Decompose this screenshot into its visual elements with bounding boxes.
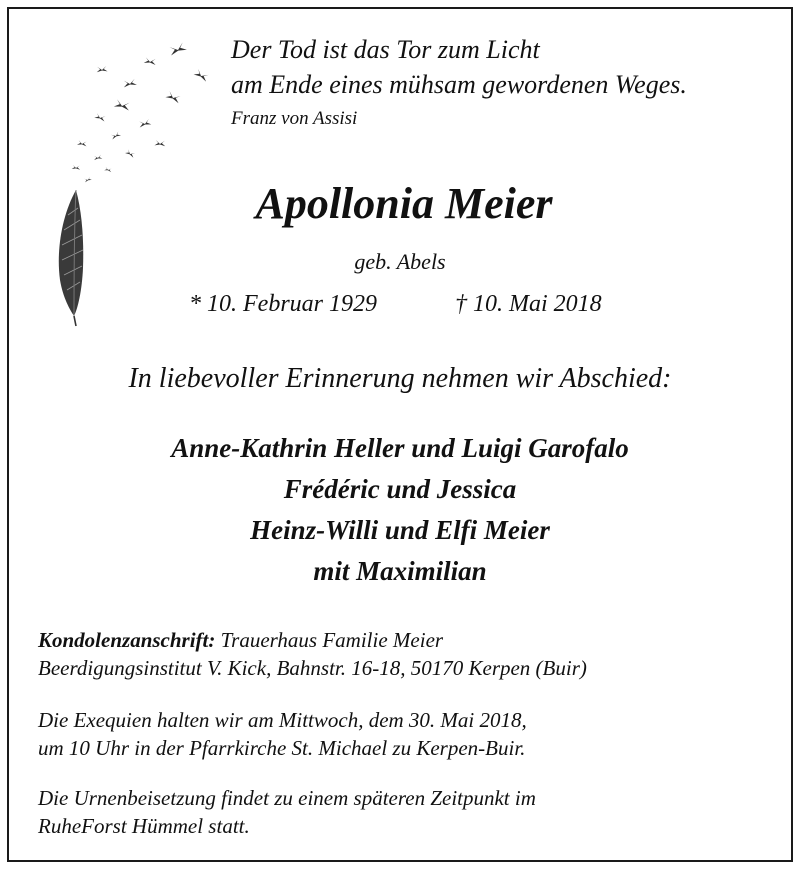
mourner: Frédéric und Jessica	[283, 474, 517, 504]
birth-name: geb. Abels	[354, 249, 446, 274]
mourner: Heinz-Willi und Elfi Meier	[250, 515, 550, 545]
condolence-line: Beerdigungsinstitut V. Kick, Bahnstr. 16-18, 50170 Kerpen (Buir)	[38, 656, 587, 680]
condolence-label: Kondolenzanschrift:	[38, 628, 216, 652]
condolence-address	[38, 626, 587, 682]
mourners-list	[0, 428, 800, 592]
quote-line: Der Tod ist das Tor zum Licht	[231, 35, 540, 64]
urn-info	[38, 784, 536, 840]
service-line: Die Exequien halten wir am Mittwoch, dem 30. Mai 2018,	[38, 708, 527, 732]
quote	[231, 32, 687, 134]
farewell-text: In liebevoller Erinnerung nehmen wir Abschied:	[128, 363, 672, 394]
quote-line: am Ende eines mühsam gewordenen Weges.	[231, 70, 687, 99]
mourner: mit Maximilian	[313, 556, 487, 586]
urn-line: RuheForst Hümmel statt.	[38, 814, 250, 838]
condolence-text: Trauerhaus Familie Meier	[215, 628, 444, 652]
birth-date: * 10. Februar 1929	[189, 291, 377, 317]
service-line: um 10 Uhr in der Pfarrkirche St. Michael zu Kerpen-Buir.	[38, 736, 526, 760]
mourner: Anne-Kathrin Heller und Luigi Garofalo	[171, 433, 629, 463]
quote-author: Franz von Assisi	[231, 108, 358, 129]
urn-line: Die Urnenbeisetzung findet zu einem späteren Zeitpunkt im	[38, 786, 536, 810]
deceased-name: Apollonia Meier	[255, 179, 553, 228]
service-info	[38, 706, 527, 762]
death-date: † 10. Mai 2018	[455, 291, 602, 317]
